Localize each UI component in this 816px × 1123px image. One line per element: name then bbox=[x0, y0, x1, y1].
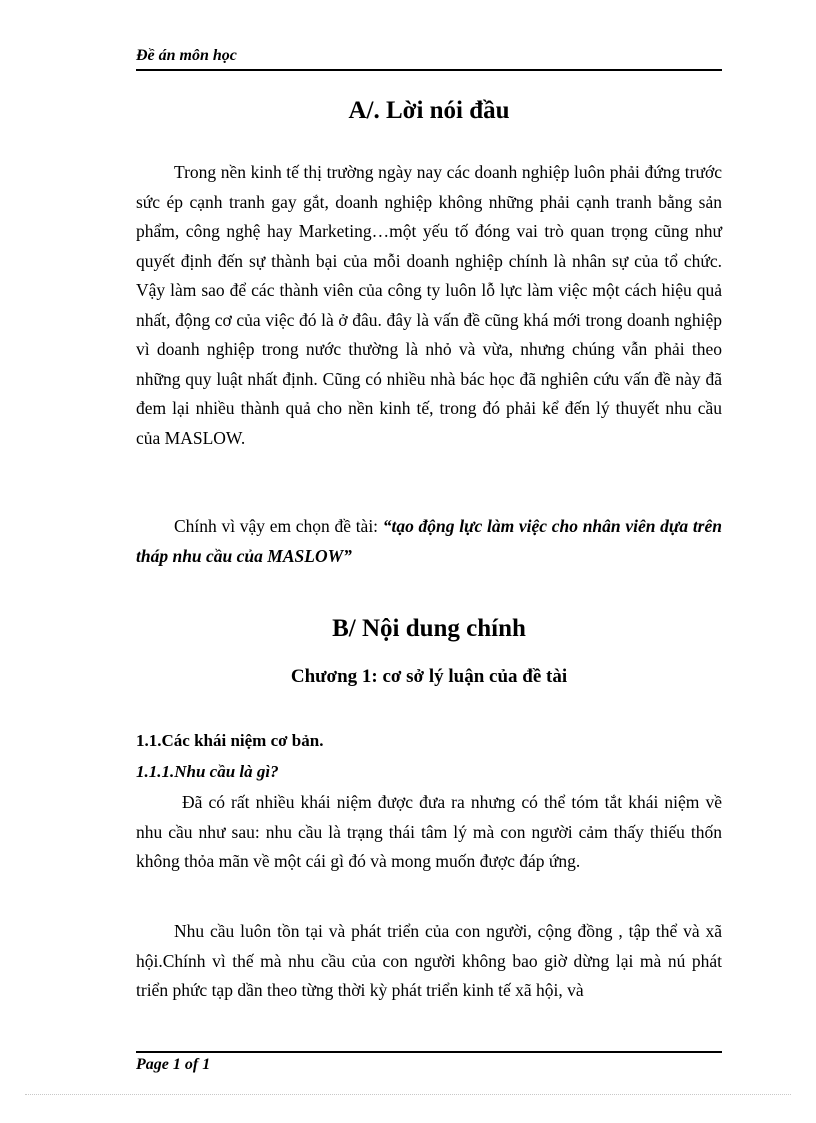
page-footer: Page 1 of 1 bbox=[136, 1056, 211, 1073]
page-header: Đề án môn học bbox=[136, 47, 237, 64]
chapter-title: Chương 1: cơ sở lý luận của đề tài bbox=[290, 666, 568, 687]
footer-rule bbox=[136, 1051, 722, 1053]
needs-development-paragraph: Nhu cầu luôn tồn tại và phát triển của con người, cộng đồng , tập thể và xã hội.Chính vì thế mà nhu cầu của con người không bao giờ dừng lại mà nú phát triển phức tạp dần theo từng thời kỳ phát triển kinh tế xã hội, và bbox=[136, 921, 722, 1000]
section-b-title: B/ Nội dung chính bbox=[332, 615, 526, 642]
heading-1-1: 1.1.Các khái niệm cơ bản. bbox=[136, 731, 324, 750]
page-edge-divider bbox=[25, 1094, 791, 1095]
topic-paragraph bbox=[136, 512, 722, 571]
section-a-title: A/. Lời nói đầu bbox=[348, 97, 510, 124]
topic-title: “tạo động lực làm việc cho nhân viên dựa trên tháp nhu cầu của MASLOW” bbox=[136, 516, 722, 566]
needs-definition-paragraph: Đã có rất nhiều khái niệm được đưa ra nhưng có thể tóm tắt khái niệm về nhu cầu như sau: nhu cầu là trạng thái tâm lý mà con người cảm thấy thiếu thốn không thỏa mãn về một cái gì đó và mong muốn được đáp ứng. bbox=[136, 792, 722, 871]
heading-1-1-1: 1.1.1.Nhu cầu là gì? bbox=[136, 762, 279, 781]
header-rule bbox=[136, 69, 722, 71]
intro-paragraph: Trong nền kinh tế thị trường ngày nay các doanh nghiệp luôn phải đứng trước sức ép cạnh tranh gay gắt, doanh nghiệp không những phải cạnh tranh bằng sản phẩm, công nghệ hay Marketing…một yếu tố đóng vai trò quan trọng cũng như quyết định đến sự thành bại của mỗi doanh nghiệp chính là nhân sự của tổ chức. Vậy làm sao để các thành viên của công ty luôn lỗ lực làm việc một cách hiệu quả nhất, động cơ của việc đó là ở đâu. đây là vấn đề cũng khá mới trong doanh nghiệp vì doanh nghiệp trong nước thường là nhỏ và vừa, nhưng chúng vẫn phải theo những quy luật nhất định. Cũng có nhiều nhà bác học đã nghiên cứu vấn đề này đã đem lại nhiều thành quả cho nền kinh tế, trong đó phải kể đến lý thuyết nhu cầu của MASLOW. bbox=[136, 162, 722, 448]
topic-lead: Chính vì vậy em chọn đề tài: bbox=[174, 516, 383, 536]
